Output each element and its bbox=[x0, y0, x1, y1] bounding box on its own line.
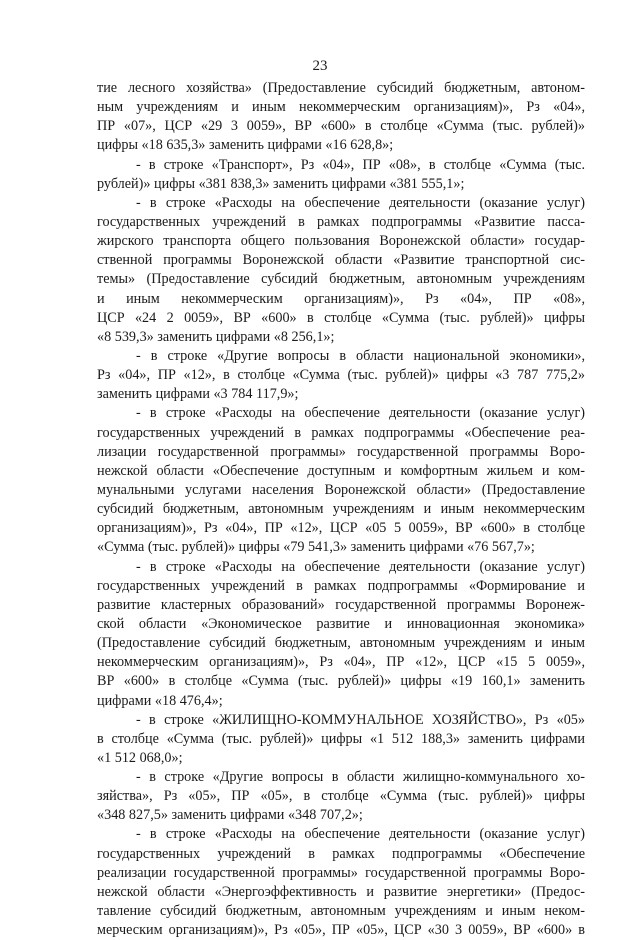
text-line: некоммерческим организациям)», Рз «04», ПР «12», ЦСР «15 5 0059», bbox=[97, 654, 585, 671]
text-line: тавление субсидий бюджетным, автономным учреждениям и иным неком- bbox=[97, 903, 585, 920]
text-line: «8 539,3» заменить цифрами «8 256,1»; bbox=[97, 328, 335, 345]
text-line: нежской области «Обеспечение доступным и комфортным жильем и ком- bbox=[97, 462, 585, 479]
text-line: нежской области «Энергоэффективность и развитие энергетики» (Предос- bbox=[97, 883, 585, 900]
text-line: (Предоставление субсидий бюджетным, автономным учреждениям и иным bbox=[97, 635, 585, 652]
text-line: государственных учреждений в рамках подпрограммы «Обеспечение bbox=[97, 845, 585, 862]
text-line: цифры «18 635,3» заменить цифрами «16 628,8»; bbox=[97, 137, 394, 154]
text-line: ЦСР «24 2 0059», ВР «600» в столбце «Сумма (тыс. рублей)» цифры bbox=[97, 309, 585, 326]
text-line: - в строке «Расходы на обеспечение деятельности (оказание услуг) bbox=[136, 194, 585, 211]
text-line: темы» (Предоставление субсидий бюджетным, автономным учреждениям bbox=[97, 271, 585, 288]
text-line: организациям)», Рз «04», ПР «12», ЦСР «05 5 0059», ВР «600» в столбце bbox=[97, 520, 585, 537]
text-line: ПР «07», ЦСР «29 3 0059», ВР «600» в столбце «Сумма (тыс. рублей)» bbox=[97, 118, 585, 135]
text-line: - в строке «Расходы на обеспечение деятельности (оказание услуг) bbox=[136, 826, 585, 843]
text-line: заменить цифрами «3 784 117,9»; bbox=[97, 386, 299, 403]
text-line: государственных учреждений в рамках подпрограммы «Развитие пасса- bbox=[97, 213, 585, 230]
text-line: Рз «04», ПР «12», в столбце «Сумма (тыс. рублей)» цифры «3 787 775,2» bbox=[97, 367, 585, 384]
text-line: государственных учреждений в рамках подпрограммы «Обеспечение реа- bbox=[97, 424, 585, 441]
text-line: тие лесного хозяйства» (Предоставление субсидий бюджетным, автоном- bbox=[97, 80, 585, 96]
text-line: зяйства», Рз «05», ПР «05», в столбце «Сумма (тыс. рублей)» цифры bbox=[97, 788, 585, 805]
text-line: реализации государственной программы» государственной программы Воро- bbox=[97, 864, 585, 881]
text-line: - в строке «Другие вопросы в области жилищно-коммунального хо- bbox=[136, 769, 585, 786]
text-line: - в строке «Другие вопросы в области национальной экономики», bbox=[136, 347, 585, 364]
text-line: рублей)» цифры «381 838,3» заменить цифрами «381 555,1»; bbox=[97, 175, 465, 192]
text-line: ственной программы Воронежской области «Развитие транспортной сис- bbox=[97, 252, 585, 269]
text-line: и иным некоммерческим организациям)», Рз «04», ПР «08», bbox=[97, 290, 585, 307]
text-line: мунальными услугами населения Воронежской области» (Предоставление bbox=[97, 481, 585, 498]
text-line: «Сумма (тыс. рублей)» цифры «79 541,3» заменить цифрами «76 567,7»; bbox=[97, 539, 535, 556]
page-number: 23 bbox=[312, 58, 328, 74]
text-line: «1 512 068,0»; bbox=[97, 749, 183, 766]
text-line: - в строке «Расходы на обеспечение деятельности (оказание услуг) bbox=[136, 405, 585, 422]
text-line: - в строке «Транспорт», Рз «04», ПР «08», в столбце «Сумма (тыс. bbox=[136, 156, 585, 173]
text-line: субсидий бюджетным, автономным учреждениям и иным некоммерческим bbox=[97, 501, 585, 518]
text-line: лизации государственной программы» государственной программы Воро- bbox=[97, 443, 585, 460]
text-line: - в строке «Расходы на обеспечение деятельности (оказание услуг) bbox=[136, 558, 585, 575]
text-line: - в строке «ЖИЛИЩНО-КОММУНАЛЬНОЕ ХОЗЯЙСТВО», Рз «05» bbox=[136, 711, 585, 728]
text-line: жирского транспорта общего пользования Воронежской области» государ- bbox=[97, 233, 585, 250]
text-line: государственных учреждений в рамках подпрограммы «Формирование и bbox=[97, 577, 585, 594]
text-line: развитие кластерных образований» государственной программы Воронеж- bbox=[97, 596, 585, 613]
text-line: ской области «Экономическое развитие и инновационная экономика» bbox=[97, 615, 585, 632]
text-line: мерческим организациям)», Рз «05», ПР «05», ЦСР «30 3 0059», ВР «600» в bbox=[97, 922, 585, 939]
text-line: цифрами «18 476,4»; bbox=[97, 692, 223, 709]
text-line: в столбце «Сумма (тыс. рублей)» цифры «1 512 188,3» заменить цифрами bbox=[97, 730, 585, 747]
text-line: ВР «600» в столбце «Сумма (тыс. рублей)» цифры «19 160,1» заменить bbox=[97, 673, 585, 690]
document-body bbox=[97, 79, 585, 940]
text-line: ным учреждениям и иным некоммерческим организациям)», Рз «04», bbox=[97, 99, 585, 116]
text-line: «348 827,5» заменить цифрами «348 707,2»; bbox=[97, 807, 363, 824]
